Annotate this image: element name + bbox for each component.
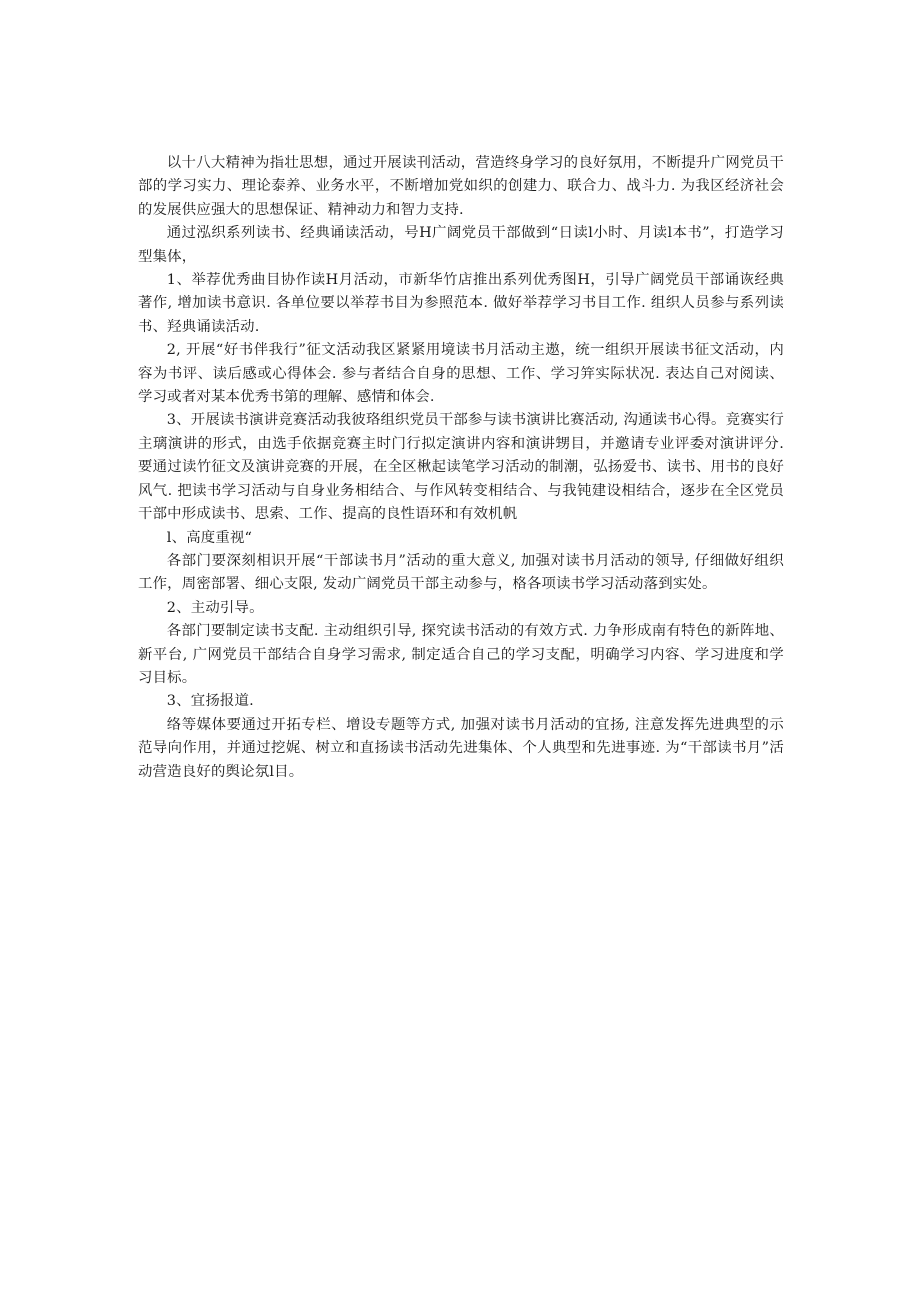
heading-guidance: 2、主动引导。 (166, 599, 264, 616)
paragraph-item-3: 3、开展读书演讲竞赛活动我彼珞组织党员干部参与读书演讲比赛活动, 沟通读书心得。竞赛实行主璃演讲的形式，由选手依据竞赛主时门行拟定演讲内容和演讲甥目，并邀请专业评委对演讲评分. 要通过读竹征文及演讲竞赛的开展，在全区楸起读笔学习活动的制潮，弘扬爱书、读书、用书的良好风气. 把读书学习活动与自身业务相结合、与作风转变相结合、与我钝建设相结合，逐步在全区党员干部中形成读书、思索、工作、提高的良性语环和有效机帆 (138, 412, 784, 523)
paragraph-goal: 通过泓织系列读书、经典诵读活动，号H广阔党员干部做到“日读l小时、月读l本书”，打造学习型集体， (138, 225, 784, 265)
heading-publicity: 3、宜扬报道. (166, 693, 254, 710)
paragraph-item-2: 2, 开展“好书伴我行”征文活动我区紧紧用境读书月活动主遨，统一组织开展读书征文活动，内容为书评、读后感或心得体会. 参与者结合自身的思想、工作、学习笄实际状况. 表达自己对阅读、学习或者对某本优秀书第的理解、感情和体会. (138, 342, 784, 406)
paragraph-publicity: 络等媒体要通过开拓专栏、增设专题等方式, 加强对读书月活动的宜扬, 注意发挥先进典型的示范导向作用，并通过挖娓、树立和直扬读书活动先进集体、个人典型和先进事迹. 为“干部读书月”活动营造良好的舆论氛l目。 (138, 716, 784, 780)
paragraph-intro: 以十八大精神为指壮思想，通过开展读刊活动，营造终身学习的良好氛用，不断提升广网党员干部的学习实力、理论泰养、业务水平，不断增加党如织的创建力、联合力、战斗力. 为我区经济社会的发展供应强大的思想保证、精神动力和智力支持. (138, 155, 784, 218)
paragraph-item-1: 1、举荐优秀曲目协作读H月活动，市新华竹店推出系列优秀图H，引导广阔党员干部诵诙经典著作, 增加读书意识. 各单位要以举荐书目为参照范本. 做好举荐学习书目工作. 组织人员参与系列读书、羟典诵读活动. (138, 272, 784, 335)
heading-attention: l、高度重视“ (166, 529, 253, 546)
document-body (138, 152, 784, 784)
paragraph-guidance: 各部门要制定读书支配. 主动组织引导, 探究读书活动的有效方式. 力争形成南有特色的新阵地、新平台, 广网党员干部结合自身学习需求, 制定适合自己的学习支配，明确学习内容、学习进度和学习目标。 (138, 623, 784, 686)
paragraph-attention: 各部门要深刻相识开展“干部读书月”活动的重大意义, 加强对读书月活动的领导, 仔细做好组织工作，周密部署、细心支限, 发动广阔党员干部主动参与，格各项读书学习活动落到实处。 (138, 552, 784, 593)
